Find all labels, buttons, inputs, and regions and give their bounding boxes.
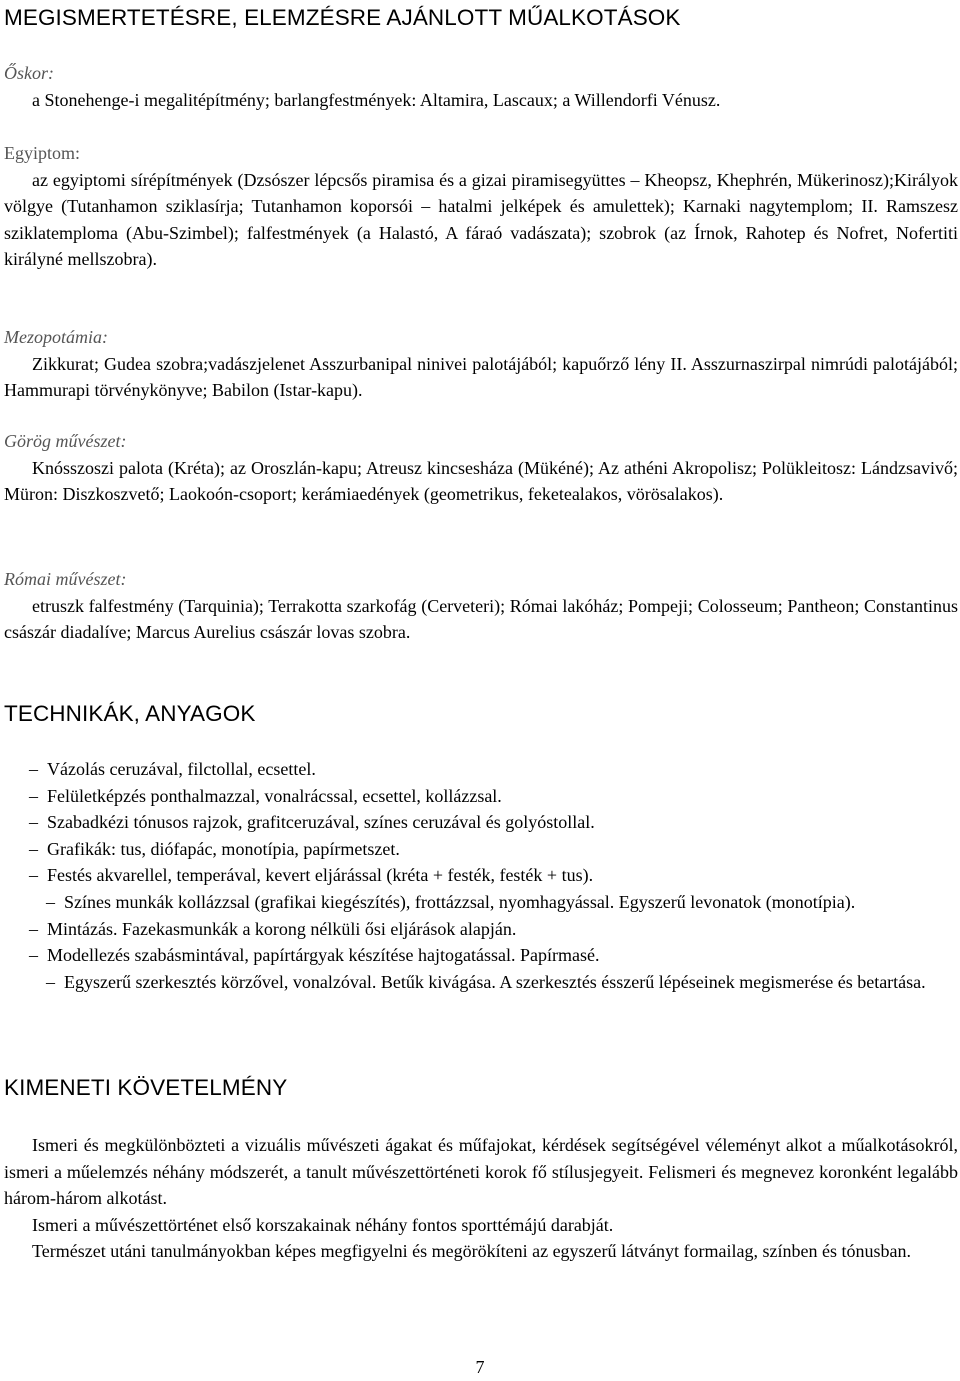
dash-bullet: – (29, 945, 38, 966)
section-label-greek: Görög művészet: (4, 431, 127, 451)
section-label-roman: Római művészet: (4, 569, 127, 589)
section-roman (4, 566, 958, 646)
section-text-roman: etruszk falfestmény (Tarquinia); Terrakotta szarkofág (Cerveteri); Római lakóház; Pompeji; Colosseum; Pantheon; Constantinus császár diadalíve; Marcus Aurelius császár lovas szobra. (4, 595, 958, 643)
dash-bullet: – (29, 838, 38, 859)
section-greek (4, 428, 958, 508)
dash-bullet: – (29, 918, 38, 939)
dash-bullet: – (29, 785, 38, 806)
requirements-block (4, 1132, 958, 1265)
heading-techniques: TECHNIKÁK, ANYAGOK (4, 701, 256, 726)
dash-bullet: – (46, 891, 55, 912)
dash-bullet: – (29, 812, 38, 833)
list-item: – Egyszerű szerkesztés körzővel, vonalzóval. Betűk kivágása. A szerkesztés ésszerű lépéseinek megismerése és betartása. (4, 969, 958, 996)
section-label-egypt: Egyiptom: (4, 143, 80, 163)
list-item: – Modellezés szabásmintával, papírtárgyak készítése hajtogatással. Papírmasé. (4, 942, 958, 969)
section-text-prehistory: a Stonehenge-i megalitépítmény; barlangfestmények: Altamira, Lascaux; a Willendorfi Vénusz. (32, 89, 721, 110)
list-item: – Szabadkézi tónusos rajzok, grafitceruzával, színes ceruzával és golyóstollal. (4, 809, 958, 836)
list-item: – Felületképzés ponthalmazzal, vonalrácssal, ecsettel, kollázzsal. (4, 783, 958, 810)
techniques-list (4, 756, 958, 995)
section-label-prehistory: Őskor: (4, 63, 54, 83)
dash-bullet: – (29, 759, 38, 779)
list-item: – Vázolás ceruzával, filctollal, ecsettel. (4, 756, 958, 783)
list-item: – Grafikák: tus, diófapác, monotípia, papírmetszet. (4, 836, 958, 863)
requirement-paragraph: Ismeri és megkülönbözteti a vizuális művészeti ágakat és műfajokat, kérdések segítségével véleményt alkot a műalkotásokról, ismeri a műelemzés néhány módszerét, a tanult művészettörténeti korok fő stílusjegyeit. Felismeri és megnevez koronként legalább három-három alkotást. (4, 1135, 958, 1209)
list-item: – Festés akvarellel, temperával, kevert eljárással (kréta + festék, festék + tus). (4, 862, 958, 889)
dash-bullet: – (29, 865, 38, 886)
section-egypt (4, 140, 958, 273)
section-text-greek: Knósszoszi palota (Kréta); az Oroszlán-kapu; Atreusz kincsesháza (Mükéné); Az athéni Akropolisz; Polükleitosz: Lándzsavivő; Müron: Diszkoszvető; Laokoón-csoport; kerámiaedények (geometrikus, feketealakos, vörösalakos). (4, 457, 958, 505)
section-prehistory (4, 60, 958, 113)
list-item: – Színes munkák kollázzsal (grafikai kiegészítés), frottázzsal, nyomhagyással. Egyszerű levonatok (monotípia). (4, 889, 958, 916)
dash-bullet: – (46, 971, 55, 992)
page-number: 7 (475, 1357, 485, 1377)
requirement-paragraph: Természet utáni tanulmányokban képes megfigyelni és megörökíteni az egyszerű látványt formailag, színben és tónusban. (32, 1241, 911, 1262)
section-mesopotamia (4, 324, 958, 404)
section-text-egypt: az egyiptomi sírépítmények (Dzsószer lépcsős piramisa és a gizai piramisegyüttes – Kheopsz, Khephrén, Mükerinosz);Királyok völgye (Tutanhamon sziklasírja; Tutanhamon koporsói – hatalmi jelképek és amulettek); Karnaki nagytemplom; II. Ramszesz sziklatemploma (Abu-Szimbel); falfestmények (a Halastó, A fáraó vadászata); szobrok (az Írnok, Rahotep és Nofret, Nofertiti királyné mellszobra). (4, 169, 958, 270)
heading-artworks: MEGISMERTETÉSRE, ELEMZÉSRE AJÁNLOTT MŰALKOTÁSOK (4, 5, 681, 30)
list-item: – Mintázás. Fazekasmunkák a korong nélküli ősi eljárások alapján. (4, 916, 958, 943)
section-label-mesopotamia: Mezopotámia: (4, 327, 108, 347)
heading-requirements: KIMENETI KÖVETELMÉNY (4, 1075, 288, 1100)
requirement-paragraph: Ismeri a művészettörténet első korszakainak néhány fontos sporttémájú darabját. (32, 1214, 614, 1235)
section-text-mesopotamia: Zikkurat; Gudea szobra;vadászjelenet Asszurbanipal ninivei palotájából; kapuőrző lény II. Asszurnaszirpal nimrúdi palotájából; Hammurapi törvénykönyve; Babilon (Istar-kapu). (4, 353, 958, 401)
